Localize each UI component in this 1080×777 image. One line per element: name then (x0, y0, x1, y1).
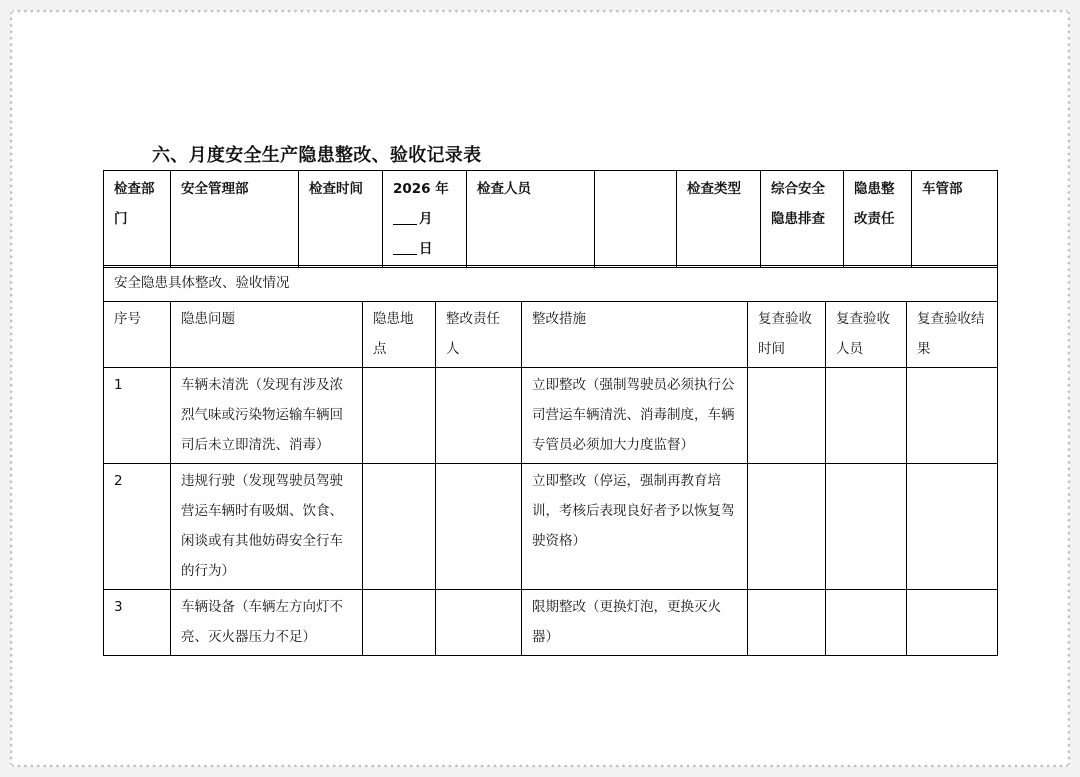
row-location (363, 368, 436, 464)
table-row (104, 590, 998, 656)
day-line: 日 (393, 234, 456, 264)
row-measure: 限期整改（更换灯泡，更换灭火器） (522, 590, 748, 656)
time-value (383, 171, 467, 268)
header-row (104, 171, 998, 268)
col-header-issue: 隐患问题 (171, 302, 363, 368)
inspector-value (595, 171, 677, 268)
type-label: 检查类型 (677, 171, 761, 268)
section-title: 安全隐患具体整改、验收情况 (104, 266, 998, 302)
document-title: 六、月度安全生产隐患整改、验收记录表 (152, 145, 482, 166)
section-title-row (104, 266, 998, 302)
row-person (436, 368, 522, 464)
col-header-checker: 复查验收人员 (826, 302, 907, 368)
col-header-measure: 整改措施 (522, 302, 748, 368)
col-header-no: 序号 (104, 302, 171, 368)
row-time (748, 368, 826, 464)
time-label: 检查时间 (299, 171, 383, 268)
row-checker (826, 368, 907, 464)
col-header-result: 复查验收结果 (907, 302, 998, 368)
dept-label: 检查部门 (104, 171, 171, 268)
row-time (748, 464, 826, 590)
row-result (907, 368, 998, 464)
col-header-time: 复查验收时间 (748, 302, 826, 368)
dept-value: 安全管理部 (171, 171, 299, 268)
row-no: 3 (104, 590, 171, 656)
row-person (436, 464, 522, 590)
inspector-label: 检查人员 (467, 171, 595, 268)
row-issue: 车辆未清洗（发现有涉及浓烈气味或污染物运输车辆回司后未立即清洗、消毒） (171, 368, 363, 464)
year-value: 2026 年 (393, 181, 449, 197)
row-measure: 立即整改（停运，强制再教育培训，考核后表现良好者予以恢复驾驶资格） (522, 464, 748, 590)
row-measure: 立即整改（强制驾驶员必须执行公司营运车辆清洗、消毒制度，车辆专管员必须加大力度监督） (522, 368, 748, 464)
col-header-location: 隐患地点 (363, 302, 436, 368)
column-header-row (104, 302, 998, 368)
row-issue: 车辆设备（车辆左方向灯不亮、灭火器压力不足） (171, 590, 363, 656)
month-line: 月 (393, 204, 456, 234)
table-row (104, 368, 998, 464)
inspection-header-table (103, 170, 998, 268)
rectification-table (103, 265, 998, 656)
row-location (363, 464, 436, 590)
row-person (436, 590, 522, 656)
type-value: 综合安全隐患排查 (761, 171, 844, 268)
table-row (104, 464, 998, 590)
row-checker (826, 590, 907, 656)
row-issue: 违规行驶（发现驾驶员驾驶营运车辆时有吸烟、饮食、闲谈或有其他妨碍安全行车的行为） (171, 464, 363, 590)
responsible-label: 隐患整改责任 (844, 171, 912, 268)
col-header-person: 整改责任人 (436, 302, 522, 368)
row-no: 2 (104, 464, 171, 590)
row-checker (826, 464, 907, 590)
responsible-value: 车管部 (912, 171, 998, 268)
row-location (363, 590, 436, 656)
row-result (907, 464, 998, 590)
row-time (748, 590, 826, 656)
row-result (907, 590, 998, 656)
row-no: 1 (104, 368, 171, 464)
document-page (10, 10, 1070, 767)
